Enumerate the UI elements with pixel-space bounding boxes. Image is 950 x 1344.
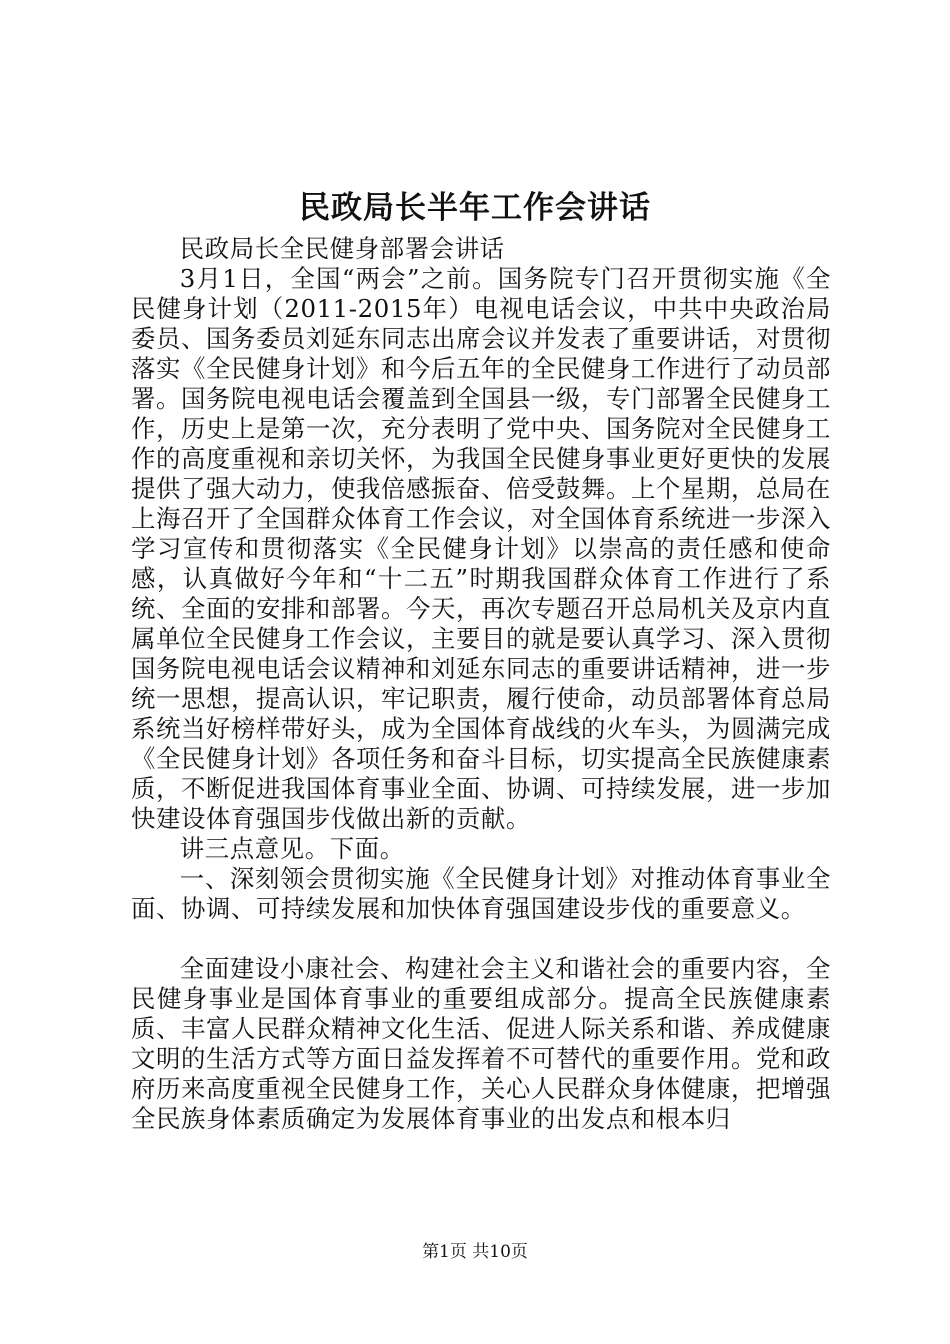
paragraph: 一、深刻领会贯彻实施《全民健身计划》对推动体育事业全面、协调、可持续发展和加快体育强国建设步伐的重要意义。	[131, 864, 831, 923]
document-body	[131, 234, 831, 1134]
paragraph: 3月1日，全国“两会”之前。国务院专门召开贯彻实施《全民健身计划（2011-2015年）电视电话会议，中共中央政治局委员、国务委员刘延东同志出席会议并发表了重要讲话，对贯彻落实《全民健身计划》和今后五年的全民健身工作进行了动员部署。国务院电视电话会覆盖到全国县一级，专门部署全民健身工作，历史上是第一次，充分表明了党中央、国务院对全民健身工作的高度重视和亲切关怀，为我国全民健身事业更好更快的发展提供了强大动力，使我倍感振奋、倍受鼓舞。上个星期，总局在上海召开了全国群众体育工作会议，对全国体育系统进一步深入学习宣传和贯彻落实《全民健身计划》以崇高的责任感和使命感，认真做好今年和“十二五”时期我国群众体育工作进行了系统、全面的安排和部署。今天，再次专题召开总局机关及京内直属单位全民健身工作会议，主要目的就是要认真学习、深入贯彻国务院电视电话会议精神和刘延东同志的重要讲话精神，进一步统一思想，提高认识，牢记职责，履行使命，动员部署体育总局系统当好榜样带好头，成为全国体育战线的火车头，为圆满完成《全民健身计划》各项任务和奋斗目标，切实提高全民族健康素质，不断促进我国体育事业全面、协调、可持续发展，进一步加快建设体育强国步伐做出新的贡献。	[131, 264, 831, 833]
paragraph: 全面建设小康社会、构建社会主义和谐社会的重要内容，全民健身事业是国体育事业的重要组成部分。提高全民族健康素质、丰富人民群众精神文化生活、促进人际关系和谐、养成健康文明的生活方式等方面日益发挥着不可替代的重要作用。党和政府历来高度重视全民健身工作，关心人民群众身体健康，把增强全民族身体素质确定为发展体育事业的出发点和根本归	[131, 954, 831, 1133]
paragraph: 民政局长全民健身部署会讲话	[179, 234, 505, 263]
document-title: 民政局长半年工作会讲话	[299, 190, 651, 226]
page-footer: 第1页 共10页	[422, 1242, 528, 1262]
paragraph: 讲三点意见。下面。	[179, 834, 405, 863]
